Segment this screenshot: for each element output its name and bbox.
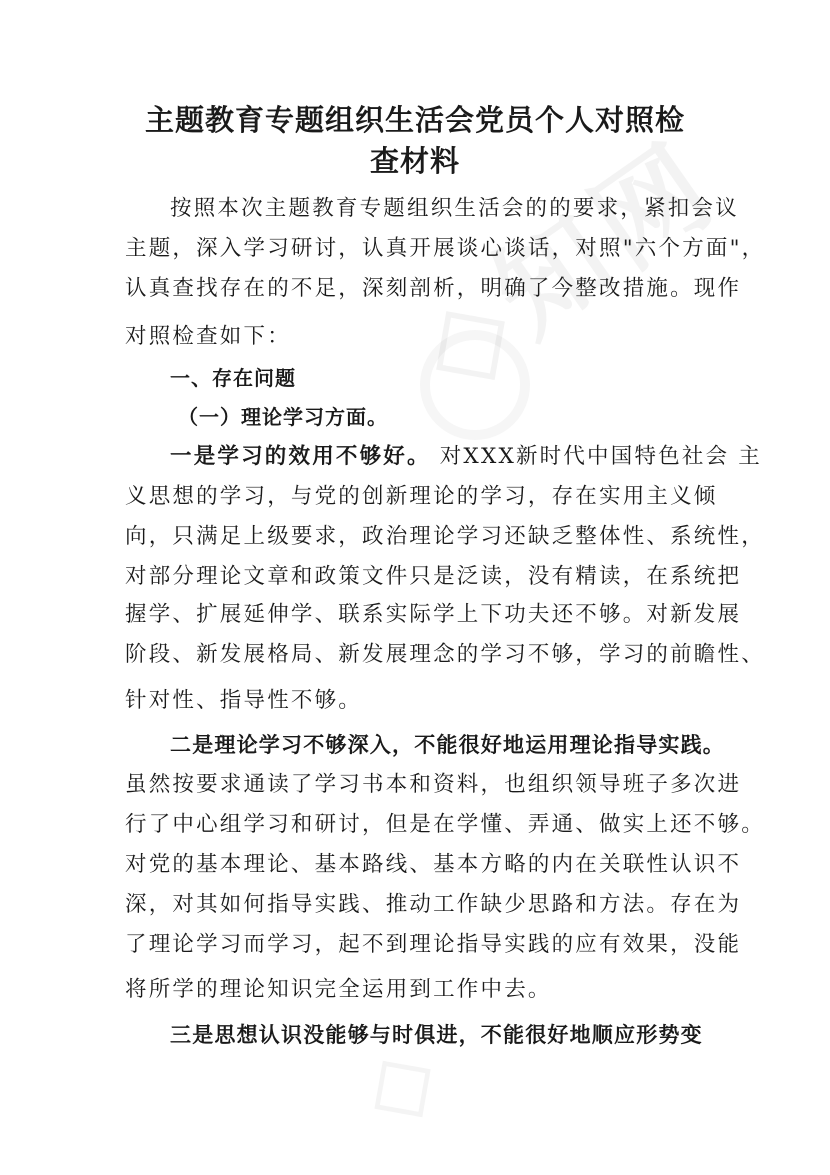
paragraph-line: 针对性、指导性不够。: [125, 688, 363, 713]
document-title-line-1: 主题教育专题组织生活会党员个人对照检: [144, 103, 685, 137]
paragraph-line: 深，对其如何指导实践、推动工作缺少思路和方法。存在为: [125, 892, 742, 917]
paragraph-line: 了理论学习而学习，起不到理论指导实践的应有效果，没能: [125, 932, 742, 957]
intro-line: 认真查找存在的不足，深刻剖析，明确了今整改措施。现作: [125, 276, 742, 301]
subsection-heading: （一）理论学习方面。: [178, 405, 388, 429]
intro-line: 对照检查如下：: [125, 324, 291, 349]
point-lead: 二是理论学习不够深入，不能很好地运用理论指导实践。: [170, 733, 725, 757]
point-lead: 一是学习的效用不够好。: [170, 444, 431, 469]
paragraph-line: 握学、扩展延伸学、联系实际学上下功夫还不够。对新发展: [125, 602, 742, 627]
point-text: 对XXX新时代中国特色社会 主: [430, 444, 762, 469]
paragraph-line: 对部分理论文章和政策文件只是泛读，没有精读，在系统把: [125, 564, 742, 589]
section-heading: 一、存在问题: [170, 366, 296, 390]
paragraph-line: 对党的基本理论、基本路线、基本方略的内在关联性认识不: [125, 852, 742, 877]
paragraph-line: 向，只满足上级要求，政治理论学习还缺乏整体性、系统性，: [125, 524, 765, 549]
paragraph-line: 虽然按要求通读了学习书本和资料，也组织领导班子多次进: [125, 772, 742, 797]
intro-line: 主题，深入学习研讨，认真开展谈心谈话，对照"六个方面"，: [125, 236, 766, 261]
paragraph-line: [170, 442, 762, 472]
paragraph-line: 阶段、新发展格局、新发展理念的学习不够，学习的前瞻性、: [125, 642, 765, 667]
point-lead: 三是思想认识没能够与时俱进，不能很好地顺应形势变: [170, 1023, 703, 1047]
paragraph-line: 义思想的学习，与党的创新理论的学习，存在实用主义倾: [125, 484, 718, 509]
paragraph-line: 行了中心组学习和研讨，但是在学懂、弄通、做实上还不够。: [125, 812, 765, 837]
paragraph-line: 将所学的理论知识完全运用到工作中去。: [125, 977, 552, 1002]
intro-line: 按照本次主题教育专题组织生活会的的要求，紧扣会议: [170, 196, 739, 221]
document-title-line-2: 查材料: [369, 144, 460, 178]
